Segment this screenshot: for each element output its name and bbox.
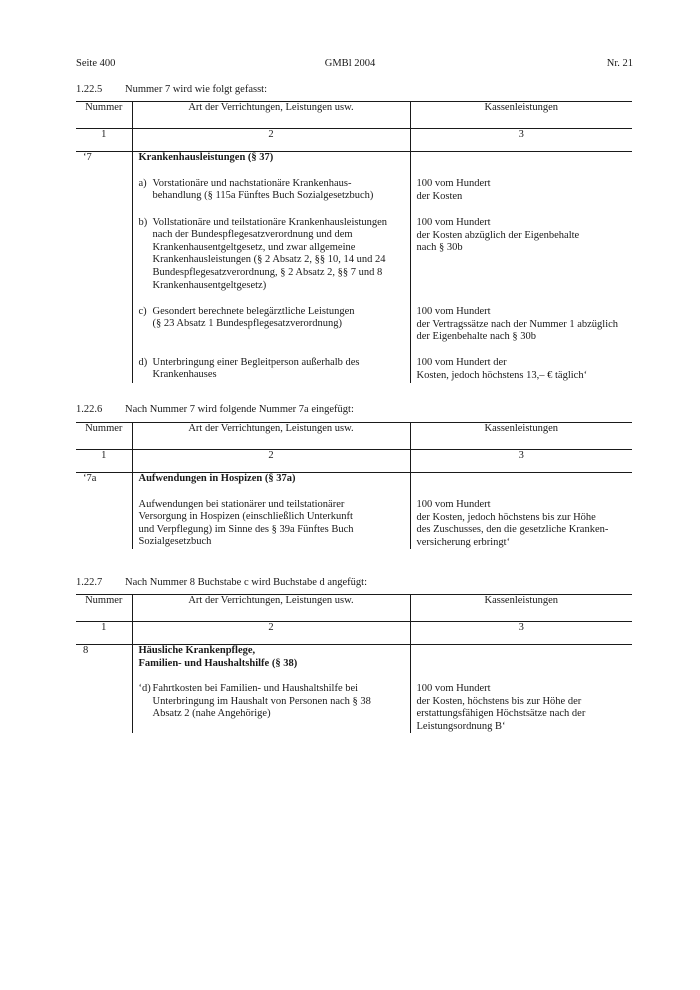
issue-number: Nr. 21 (606, 58, 633, 69)
column-index-row (76, 450, 632, 473)
column-header-art: Art der Verrichtungen, Leistungen usw. (132, 423, 410, 450)
table-row (76, 152, 632, 384)
item-text: Vollstationäre und teilstationäre Krankenhausleistungen nach der Bundespflegesatzverordnung und dem Krankenhausentgeltgesetz, und zwar allgemeine Krankenhausleistungen (§ 2 Absatz 2, §§ 10, 14 und 24 Bundespflegesatzverordnung, § 2 Absatz 2, §§ 7 und 8 Krankenhausentgeltgesetz) (152, 216, 388, 291)
column-index: 2 (132, 129, 410, 152)
section-text: Nach Nummer 8 Buchstabe c wird Buchstabe d angefügt: (125, 577, 368, 588)
amendment-table (76, 422, 632, 549)
entry-description (132, 645, 410, 734)
item-text: Fahrtkosten bei Familien- und Haushaltshilfe bei Unterbringung im Haushalt von Personen nach § 38 Absatz 2 (nahe Angehörige) (152, 683, 371, 720)
list-item (139, 683, 406, 721)
column-index: 2 (132, 622, 410, 645)
entry-benefit (410, 645, 632, 734)
column-header-nummer: Nummer (76, 102, 132, 129)
column-header-kasse: Kassenleistungen (410, 102, 632, 129)
table-row (76, 645, 632, 734)
column-index: 1 (76, 450, 132, 473)
item-text: Gesondert berechnete belegärztliche Leistungen (§ 23 Absatz 1 Bundespflegesatzverordnung) (152, 305, 355, 330)
section-number: 1.22.5 (76, 84, 103, 95)
column-header-nummer: Nummer (76, 423, 132, 450)
journal-title: GMBl 2004 (324, 58, 376, 69)
list-item (139, 306, 406, 344)
entry-title: Häusliche Krankenpflege, Familien- und Haushaltshilfe (§ 38) (138, 645, 298, 669)
item-text: Unterbringung einer Begleitperson außerhalb des Krankenhauses (152, 356, 360, 381)
entry-title: Krankenhausleistungen (§ 37) (138, 152, 274, 163)
entry-benefit (410, 152, 632, 384)
entry-number: ‘7a (83, 473, 97, 484)
benefit-text: 100 vom Hundert der Kosten abzüglich der Eigenbehalte nach § 30b (416, 217, 580, 254)
column-index: 3 (410, 450, 632, 473)
item-label: c) (138, 305, 147, 317)
list-item (139, 357, 406, 383)
entry-description (132, 473, 410, 550)
table-header-row (76, 102, 632, 129)
page-number: Seite 400 (76, 58, 116, 69)
table-header-row (76, 423, 632, 450)
entry-number: 8 (83, 645, 89, 656)
item-label: a) (138, 177, 147, 189)
entry-title: Aufwendungen in Hospizen (§ 37a) (138, 473, 296, 484)
benefit-text: 100 vom Hundert der Vertragssätze nach der Nummer 1 abzüglich der Eigenbehalte nach § 30b (416, 306, 619, 343)
section-text: Nummer 7 wird wie folgt gefasst: (125, 84, 268, 95)
column-index: 3 (410, 622, 632, 645)
benefit-text: 100 vom Hundert der Kosten (416, 178, 491, 202)
section-number: 1.22.7 (76, 577, 103, 588)
benefit-text: 100 vom Hundert der Kosten, jedoch höchstens bis zur Höhe des Zuschusses, den die gesetzliche Kranken- versicherung erbringt‘ (416, 499, 609, 548)
item-label: b) (138, 216, 148, 228)
item-text: Vorstationäre und nachstationäre Krankenhaus- behandlung (§ 115a Fünftes Buch Sozialgesetzbuch) (152, 177, 374, 202)
column-header-art: Art der Verrichtungen, Leistungen usw. (132, 595, 410, 622)
column-header-kasse: Kassenleistungen (410, 423, 632, 450)
entry-benefit (410, 473, 632, 550)
column-header-kasse: Kassenleistungen (410, 595, 632, 622)
item-label: ‘d) (138, 683, 151, 695)
benefit-text: 100 vom Hundert der Kosten, jedoch höchstens 13,– € täglich‘ (416, 357, 588, 381)
column-index: 2 (132, 450, 410, 473)
section-heading (76, 84, 267, 97)
column-header-nummer: Nummer (76, 595, 132, 622)
amendment-table (76, 594, 632, 733)
section-heading (76, 404, 354, 417)
item-label: d) (138, 356, 148, 368)
column-header-art: Art der Verrichtungen, Leistungen usw. (132, 102, 410, 129)
section-text: Nach Nummer 7 wird folgende Nummer 7a eingefügt: (125, 404, 354, 415)
column-index: 1 (76, 129, 132, 152)
section-heading (76, 577, 367, 590)
list-item (139, 178, 406, 204)
list-item (139, 217, 406, 293)
entry-description (132, 152, 410, 384)
column-index: 3 (410, 129, 632, 152)
entry-text: Aufwendungen bei stationärer und teilstationärer Versorgung in Hospizen (einschließlich Unterkunft und Verpflegung) im Sinne des § 39a Fünftes Buch Sozialgesetzbuch (138, 498, 354, 548)
table-header-row (76, 595, 632, 622)
column-index: 1 (76, 622, 132, 645)
column-index-row (76, 622, 632, 645)
table-row (76, 473, 632, 550)
benefit-text: 100 vom Hundert der Kosten, höchstens bis zur Höhe der erstattungsfähigen Höchstsätze nach der Leistungsordnung B‘ (416, 683, 586, 732)
column-index-row (76, 129, 632, 152)
section-number: 1.22.6 (76, 404, 103, 415)
amendment-table (76, 101, 632, 383)
entry-number: ‘7 (83, 152, 92, 163)
